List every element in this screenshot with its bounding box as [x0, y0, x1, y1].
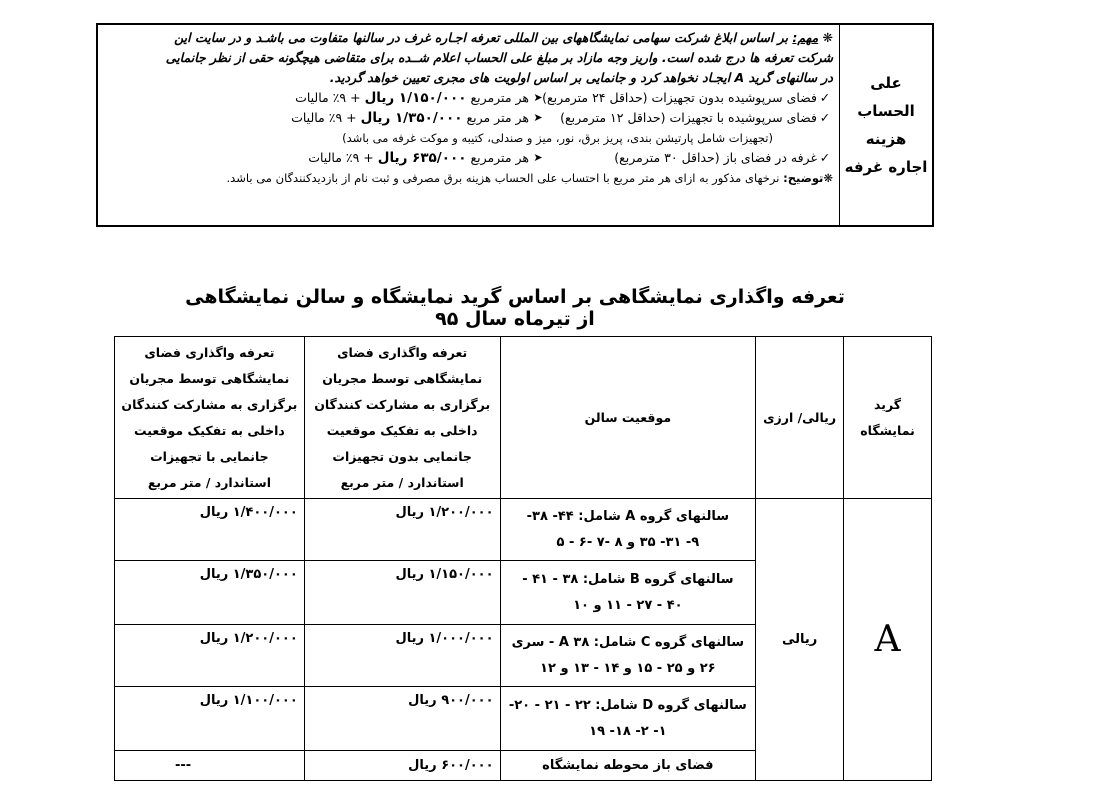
location-line-1: فضای باز محوطه نمایشگاه — [542, 757, 714, 773]
check-icon: ✓ — [819, 90, 831, 105]
important-text-1: بر اساس ابلاغ شرکت سهامی نمایشگاههای بین المللی تعرفه اجـاره غرف در سالنها متفاوت می باشـد و در سایت این — [174, 30, 793, 45]
price-with-equipment: --- — [115, 751, 305, 781]
location-line-2: ۲۶ و ۲۵ - ۱۵ و ۱۴ - ۱۳ و ۱۲ — [540, 660, 716, 676]
price-with-equipment: ۱/۴۰۰/۰۰۰ ریال — [115, 499, 305, 561]
item-description: غرفه در فضای باز (حداقل ۳۰ مترمربع) — [614, 150, 817, 165]
price-no-equipment: ۱/۱۵۰/۰۰۰ ریال — [304, 561, 500, 625]
price-item-covered-with-equipment — [104, 108, 833, 128]
price-no-equipment: ۶۰۰/۰۰۰ ریال — [304, 751, 500, 781]
star-icon: ❋ — [822, 30, 833, 45]
price-no-equipment: ۱/۲۰۰/۰۰۰ ریال — [304, 499, 500, 561]
price-with-equipment: ۱/۳۵۰/۰۰۰ ریال — [115, 561, 305, 625]
check-icon: ✓ — [819, 150, 831, 165]
item-price: ۱/۳۵۰/۰۰۰ ریال — [360, 110, 463, 126]
equipment-note: (تجهیزات شامل پارتیشن بندی، پریز برق، نور، میز و صندلی، کتیبه و موکت غرفه می باشد) — [342, 131, 773, 145]
price-item-covered-no-equipment — [104, 88, 833, 108]
deposit-label-cell — [839, 25, 932, 225]
location-line-1: سالنهای گروه C شامل: A ۳۸ - سری — [511, 634, 745, 650]
table-header-row — [115, 337, 932, 499]
location-cell — [500, 499, 756, 561]
item-unit: هر مترمربع — [470, 90, 529, 105]
important-word: مهم: — [792, 30, 819, 45]
header-with-equipment: تعرفه واگذاری فضای نمایشگاهی توسط مجریان برگزاری به مشارکت کنندگان داخلی به تفکیک موقعیت جانمایی با تجهیزات استاندارد / متر مربع — [115, 337, 305, 499]
deposit-label-line-2: هزینه — [865, 130, 907, 148]
header-currency: ریالی/ ارزی — [756, 337, 844, 499]
item-tax: + ۹٪ مالیات — [295, 90, 361, 105]
star-icon: ❋ — [823, 171, 833, 185]
location-cell — [500, 625, 756, 687]
rates-table — [114, 336, 932, 781]
location-line-2: ۱- ۲- ۱۸- ۱۹ — [589, 723, 667, 739]
location-cell — [500, 561, 756, 625]
explanation-label: توضیح: — [783, 171, 824, 185]
header-no-equipment: تعرفه واگذاری فضای نمایشگاهی توسط مجریان برگزاری به مشارکت کنندگان داخلی به تفکیک موقعیت جانمایی بدون تجهیزات استاندارد / متر مربع — [304, 337, 500, 499]
location-line-2: ۴۰ - ۲۷ - ۱۱ و ۱۰ — [573, 597, 683, 613]
location-line-2: ۹- ۳۱- ۳۵ و ۸ -۷ -۶ - ۵ — [556, 534, 700, 550]
check-icon: ✓ — [819, 110, 831, 125]
header-location: موقعیت سالن — [500, 337, 756, 499]
explanation-text: نرخهای مذکور به ازای هر متر مربع با احتساب علی الحساب هزینه برق مصرفی و ثبت نام از بازدیدکنندگان می باشد. — [226, 171, 784, 185]
item-tax: + ۹٪ مالیات — [291, 110, 357, 125]
arrow-icon: ➤ — [533, 151, 543, 164]
price-with-equipment: ۱/۱۰۰/۰۰۰ ریال — [115, 687, 305, 751]
important-text-3: در سالنهای گرید A ایجـاد نخواهد کرد و جانمایی بر اساس اولویت های مجری تعیین خواهد گردید. — [329, 70, 833, 85]
item-unit: هر مترمربع — [470, 150, 529, 165]
item-tax: + ۹٪ مالیات — [308, 150, 374, 165]
location-cell — [500, 751, 756, 781]
table-row — [115, 499, 932, 561]
item-price-group — [291, 108, 529, 128]
arrow-icon: ➤ — [533, 111, 543, 124]
explanation-line — [104, 168, 833, 188]
location-line-1: سالنهای گروه B شامل: ۳۸ - ۴۱ - — [522, 571, 734, 587]
price-no-equipment: ۱/۰۰۰/۰۰۰ ریال — [304, 625, 500, 687]
item-price: ۱/۱۵۰/۰۰۰ ریال — [364, 90, 467, 106]
item-description: فضای سرپوشیده بدون تجهیزات (حداقل ۲۴ مترمربع) — [542, 90, 817, 105]
important-text-2: شرکت تعرفه ها درج شده است. واریز وجه مازاد بر مبلغ علی الحساب اعلام شــده برای متقاضی هیچگونه حقی از نظر جانمایی — [165, 50, 833, 65]
item-price-group — [308, 148, 529, 168]
price-with-equipment: ۱/۲۰۰/۰۰۰ ریال — [115, 625, 305, 687]
page-title: تعرفه واگذاری نمایشگاهی بر اساس گرید نمایشگاه و سالن نمایشگاهی از تیرماه سال ۹۵ — [185, 286, 845, 330]
location-cell — [500, 687, 756, 751]
location-line-1: سالنهای گروه D شامل: ۲۲ - ۲۱ - ۲۰- — [508, 697, 747, 713]
deposit-notice-body — [98, 25, 839, 225]
important-paragraph — [104, 28, 833, 48]
item-unit: هر متر مربع — [466, 110, 529, 125]
item-price: ۶۳۵/۰۰۰ ریال — [377, 150, 467, 166]
location-line-1: سالنهای گروه A شامل: ۴۴- ۳۸- — [526, 508, 730, 524]
grade-cell: A — [844, 499, 932, 781]
header-grade: گرید نمایشگاه — [844, 337, 932, 499]
price-no-equipment: ۹۰۰/۰۰۰ ریال — [304, 687, 500, 751]
arrow-icon: ➤ — [533, 91, 543, 104]
item-price-group — [295, 88, 529, 108]
deposit-notice-table — [96, 23, 934, 227]
price-item-open-space — [104, 148, 833, 168]
item-description: فضای سرپوشیده با تجهیزات (حداقل ۱۲ مترمربع) — [560, 110, 817, 125]
currency-cell: ریالی — [756, 499, 844, 781]
deposit-label-line-3: اجاره غرفه — [844, 158, 928, 176]
deposit-label-line-1: علی الحساب — [857, 74, 915, 120]
